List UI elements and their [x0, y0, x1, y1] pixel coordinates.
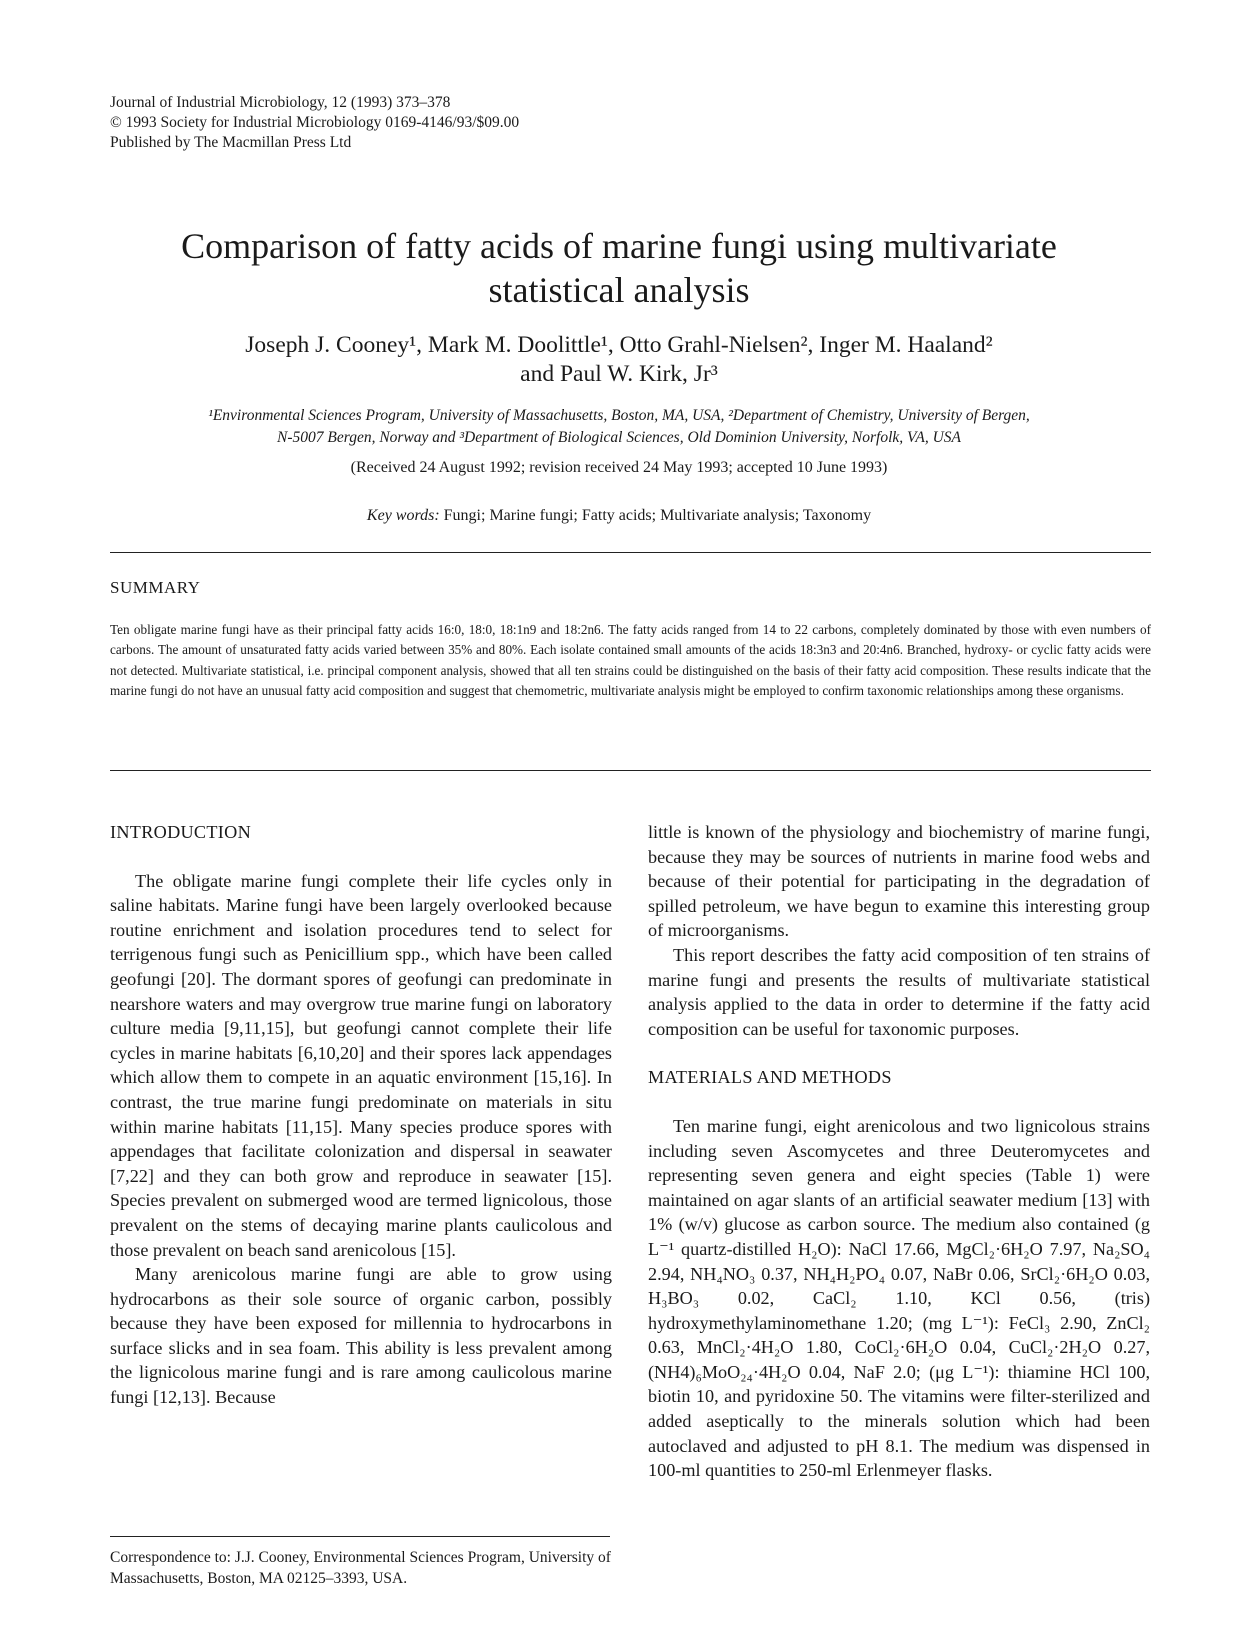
paper-title-line-2: statistical analysis	[488, 270, 750, 310]
journal-copyright: © 1993 Society for Industrial Microbiology 0169-4146/93/$09.00	[110, 114, 520, 131]
introduction-paragraph-1: The obligate marine fungi complete their life cycles only in saline habitats. Marine fungi have been largely overlooked because routine enrichment and isolation procedures tend to select for terrigenous fungi such as Penicillium spp., which have been called geofungi [20]. The dormant spores of geofungi can predominate in nearshore waters and may overgrow true marine fungi on laboratory culture media [9,11,15], but geofungi cannot complete their life cycles in marine habitats [6,10,20] and their spores lack appendages which allow them to compete in an aquatic environment [15,16]. In contrast, the true marine fungi predominate on materials in situ within marine habitats [11,15]. Many species produce spores with appendages that facilitate colonization and dispersal in seawater [7,22] and they can both grow and reproduce in seawater [15]. Species prevalent on submerged wood are termed lignicolous, those prevalent on the stems of decaying marine plants caulicolous and those prevalent on beach sand arenicolous [15].	[110, 870, 612, 1260]
summary-text: Ten obligate marine fungi have as their principal fatty acids 16:0, 18:0, 18:1n9 and 18:2n6. The fatty acids ranged from 14 to 22 carbons, completely dominated by those with even numbers of carbons. The amount of unsaturated fatty acids varied between 35% and 80%. Each isolate contained small amounts of the acids 18:3n3 and 20:4n6. Branched, hydroxy- or cyclic fatty acids were not detected. Multivariate statistical, i.e. principal component analysis, showed that all ten strains could be distinguished on the basis of their fatty acid composition. These results indicate that the marine fungi do not have an unusual fatty acid composition and suggest that chemometric, multivariate analysis might be employed to confirm taxonomic relationships among these organisms.	[110, 622, 1151, 698]
top-divider	[110, 552, 1151, 553]
journal-header	[110, 93, 519, 153]
journal-publisher: Published by The Macmillan Press Ltd	[110, 134, 352, 151]
paper-title-line-1: Comparison of fatty acids of marine fungi using multivariate	[181, 226, 1057, 266]
correspondence-footnote: Correspondence to: J.J. Cooney, Environmental Sciences Program, University of Massachusetts, Boston, MA 02125–3393, USA.	[110, 1549, 611, 1587]
keywords-text: Fungi; Marine fungi; Fatty acids; Multivariate analysis; Taxonomy	[443, 507, 872, 524]
keywords-label: Key words:	[366, 507, 440, 524]
summary-divider	[110, 770, 1151, 771]
received-dates: (Received 24 August 1992; revision received 24 May 1993; accepted 10 June 1993)	[350, 459, 888, 476]
footnote-divider	[110, 1536, 610, 1537]
journal-citation: Journal of Industrial Microbiology, 12 (1993) 373–378	[110, 94, 451, 111]
summary-heading: SUMMARY	[110, 578, 201, 597]
affiliations	[110, 405, 1128, 449]
introduction-heading: INTRODUCTION	[110, 822, 252, 842]
author-line-1: Joseph J. Cooney¹, Mark M. Doolittle¹, Otto Grahl-Nielsen², Inger M. Haaland²	[245, 332, 993, 358]
left-column	[110, 820, 612, 1410]
right-column	[648, 820, 1150, 1483]
keywords	[110, 506, 1128, 526]
author-line-2: and Paul W. Kirk, Jr³	[520, 361, 718, 387]
author-list	[110, 331, 1128, 389]
methods-paragraph-1: Ten marine fungi, eight arenicolous and two lignicolous strains including seven Ascomycetes and three Deuteromycetes and representing seven genera and eight species (Table 1) were maintained on agar slants of an artificial seawater medium [13] with 1% (w/v) glucose as carbon source. The medium also contained (g L⁻¹ quartz-distilled H₂O): NaCl 17.66, MgCl₂·6H₂O 7.97, Na₂SO₄ 2.94, NH₄NO₃ 0.37, NH₄H₂PO₄ 0.07, NaBr 0.06, SrCl₂·6H₂O 0.03, H₃BO₃ 0.02, CaCl₂ 1.10, KCl 0.56, (tris) hydroxymethylaminomethane 1.20; (mg L⁻¹): FeCl₃ 2.90, ZnCl₂ 0.63, MnCl₂·4H₂O 1.80, CoCl₂·6H₂O 0.04, CuCl₂·2H₂O 0.27, (NH4)₆MoO₂₄·4H₂O 0.04, NaF 2.0; (μg L⁻¹): thiamine HCl 100, biotin 10, and pyridoxine 50. The vitamins were filter-sterilized and added aseptically to the minerals solution which had been autoclaved and adjusted to pH 8.1. The medium was dispensed in 100-ml quantities to 250-ml Erlenmeyer flasks.	[648, 1115, 1150, 1481]
introduction-paragraph-4: This report describes the fatty acid composition of ten strains of marine fungi and presents the results of multivariate statistical analysis applied to the data in order to determine if the fatty acid composition can be useful for taxonomic purposes.	[648, 944, 1150, 1039]
introduction-paragraph-3: little is known of the physiology and biochemistry of marine fungi, because they may be sources of nutrients in marine food webs and because of their potential for participating in the degradation of spilled petroleum, we have begun to examine this interesting group of microorganisms.	[648, 822, 1150, 941]
affiliation-line-1: ¹Environmental Sciences Program, University of Massachusetts, Boston, MA, USA, ²Department of Chemistry, University of Bergen,	[208, 407, 1030, 424]
introduction-paragraph-2: Many arenicolous marine fungi are able to grow using hydrocarbons as their sole source of organic carbon, possibly because they have been exposed for millennia to hydrocarbons in surface slicks and in sea foam. This ability is less prevalent among the lignicolous marine fungi and is rare among caulicolous marine fungi [12,13]. Because	[110, 1264, 612, 1408]
affiliation-line-2: N-5007 Bergen, Norway and ³Department of Biological Sciences, Old Dominion University, Norfolk, VA, USA	[277, 429, 961, 446]
methods-heading: MATERIALS AND METHODS	[648, 1067, 892, 1088]
paper-title	[110, 224, 1128, 312]
